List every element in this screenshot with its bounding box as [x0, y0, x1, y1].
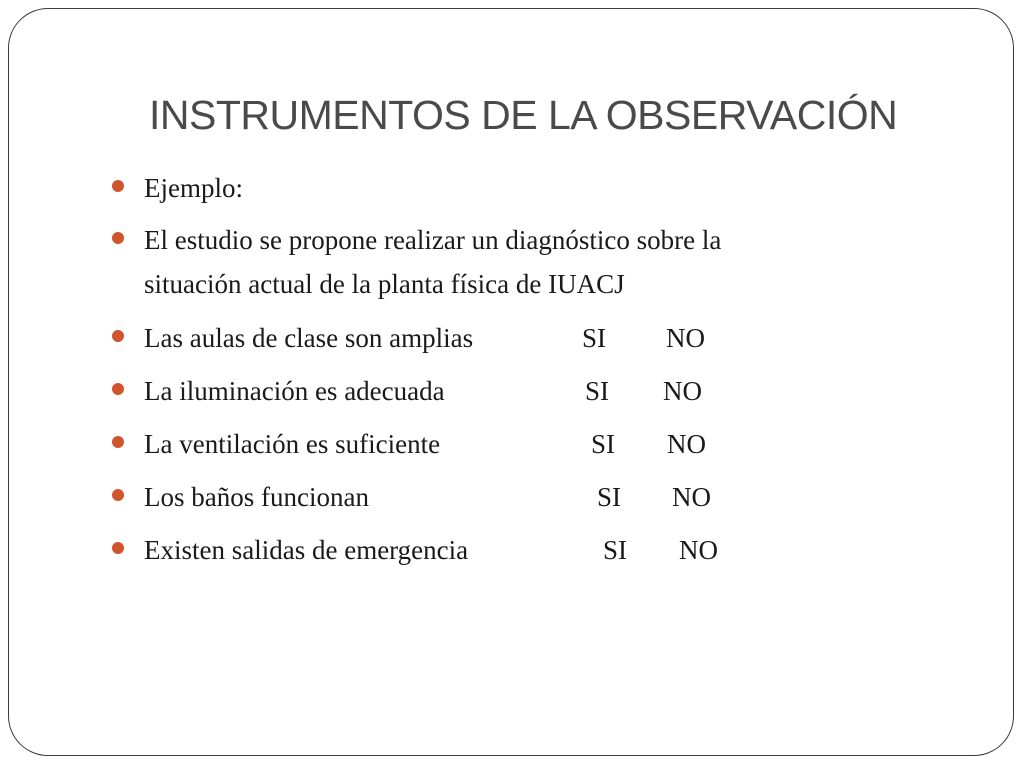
bullet-icon: [112, 180, 124, 192]
bullet-icon: [112, 232, 124, 244]
checklist-item-banos: [112, 475, 932, 528]
yes-option: SI: [582, 323, 607, 353]
bullet-icon: [112, 383, 124, 395]
no-option: NO: [672, 482, 711, 512]
yes-option: SI: [585, 376, 610, 406]
intro-text: Ejemplo:: [144, 173, 243, 203]
checklist-item-salidas: [112, 528, 932, 581]
checklist-label: Los baños funcionan: [144, 482, 369, 512]
yes-option: SI: [597, 482, 622, 512]
checklist-label: Existen salidas de emergencia: [144, 535, 469, 565]
checklist-label: La iluminación es adecuada: [144, 376, 445, 406]
no-option: NO: [666, 323, 705, 353]
bullet-intro: [112, 166, 932, 218]
bullet-icon: [112, 330, 124, 342]
checklist-item-aulas: [112, 316, 932, 369]
yes-option: SI: [591, 429, 616, 459]
bullet-icon: [112, 436, 124, 448]
no-option: NO: [679, 535, 718, 565]
checklist-item-ventilacion: [112, 422, 932, 475]
checklist-label: Las aulas de clase son amplias: [144, 323, 474, 353]
bullet-icon: [112, 489, 124, 501]
checklist-item-iluminacion: [112, 369, 932, 422]
slide-title: INSTRUMENTOS DE LA OBSERVACIÓN: [149, 92, 898, 138]
description-line-2: situación actual de la planta física de IUACJ: [144, 269, 625, 299]
bullet-description: [112, 218, 932, 316]
no-option: NO: [663, 376, 702, 406]
checklist-label: La ventilación es suficiente: [144, 429, 441, 459]
yes-option: SI: [603, 535, 628, 565]
bullet-list: [112, 166, 932, 581]
description-line-1: El estudio se propone realizar un diagnóstico sobre la: [144, 225, 722, 255]
bullet-icon: [112, 542, 124, 554]
no-option: NO: [667, 429, 706, 459]
